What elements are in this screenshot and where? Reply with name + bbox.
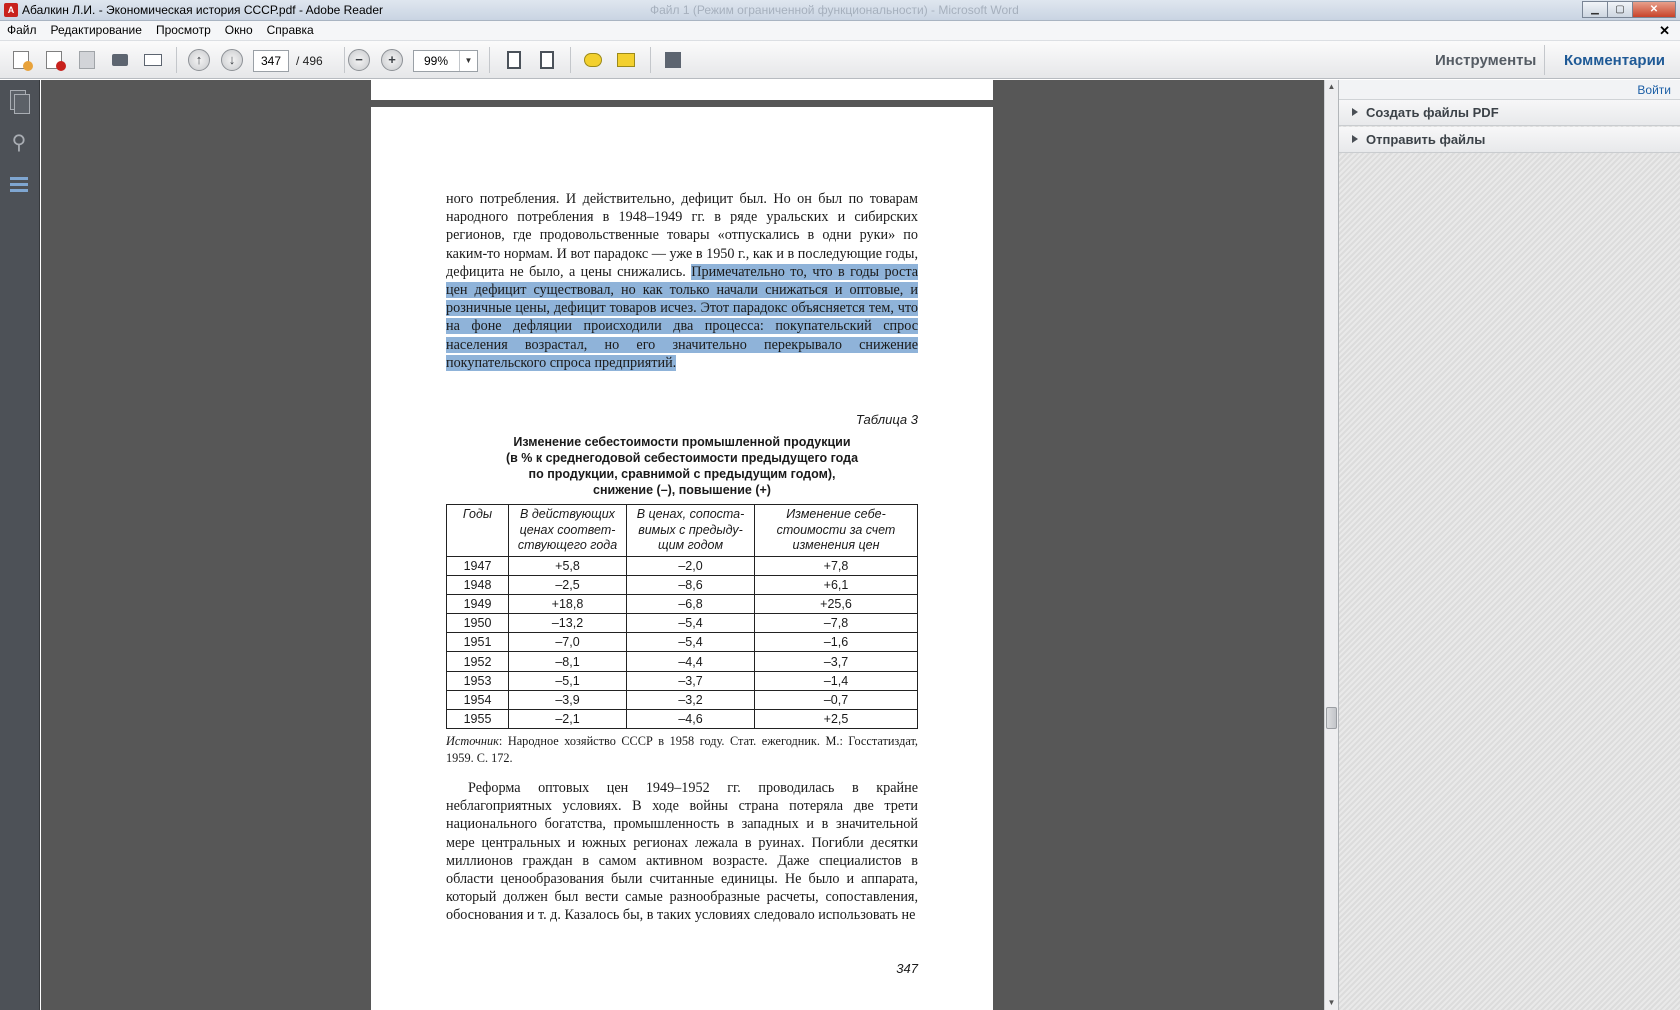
table-cell: +2,5 xyxy=(755,709,918,728)
toolbar-divider xyxy=(489,47,490,73)
table-cell: –3,7 xyxy=(627,671,755,690)
toolbar-divider xyxy=(570,47,571,73)
comment-bubble-icon xyxy=(584,53,602,67)
table-cell: –3,2 xyxy=(627,690,755,709)
close-window-button[interactable]: ✕ xyxy=(1632,1,1676,18)
fit-page-button[interactable] xyxy=(535,48,559,72)
table-title-line: Изменение себестоимости промышленной продукции xyxy=(513,435,851,449)
table-cell: +6,1 xyxy=(755,576,918,595)
table-cell: +18,8 xyxy=(509,595,627,614)
table-cell: –1,4 xyxy=(755,671,918,690)
table-cell: 1955 xyxy=(447,709,509,728)
minus-icon: − xyxy=(348,49,370,71)
open-pdf-icon xyxy=(46,51,62,69)
panel-header xyxy=(1339,80,1680,100)
menu-window[interactable]: Окно xyxy=(224,23,253,37)
arrow-down-icon: ↓ xyxy=(221,49,243,71)
previous-page-button[interactable] xyxy=(187,48,211,72)
table-cell: 1953 xyxy=(447,671,509,690)
table-cell: –4,6 xyxy=(627,709,755,728)
email-button[interactable] xyxy=(141,48,165,72)
scrolling-mode-button[interactable] xyxy=(502,48,526,72)
table-row xyxy=(447,671,918,690)
menu-bar xyxy=(0,21,1680,41)
table-row xyxy=(447,633,918,652)
table-row xyxy=(447,690,918,709)
zoom-out-button[interactable] xyxy=(347,48,371,72)
page-thumbnails-icon[interactable] xyxy=(8,88,30,114)
table-source-note xyxy=(446,733,918,766)
table-cell: 1947 xyxy=(447,557,509,576)
window-controls xyxy=(1583,1,1676,18)
table-cell: –5,4 xyxy=(627,633,755,652)
table-cell: 1948 xyxy=(447,576,509,595)
minimize-button[interactable]: ▁ xyxy=(1582,1,1608,18)
paragraph-1 xyxy=(446,190,918,372)
table-title xyxy=(446,434,918,498)
fit-page-icon xyxy=(540,51,554,69)
plus-icon: + xyxy=(381,49,403,71)
table-cell: 1949 xyxy=(447,595,509,614)
save-button[interactable] xyxy=(75,48,99,72)
pdf-page xyxy=(371,107,993,1010)
paragraph-2: Реформа оптовых цен 1949–1952 гг. проводилась в крайне неблагоприятных условиях. В ходе войны страна потеряла две трети национального богатства, промышленность в западных и в значительной мере центральных и южных регионах лежала в руинах. Погибли десятки миллионов граждан в самом активном возрасте. Даже специалистов в области ценообразования были считанные единицы. Не было и аппарата, который должен был вести самые разнообразные расчеты, сопоставления, обоснования и т. д. Казалось бы, в таких условиях следовало использовать не xyxy=(446,780,918,924)
close-document-icon[interactable]: ✕ xyxy=(1659,23,1670,38)
column-header-comparable-prices: В ценах, сопоста-вимых с предыду-щим годом xyxy=(627,505,755,557)
sign-in-link[interactable]: Войти xyxy=(1637,83,1671,97)
page-number-input[interactable]: 347 xyxy=(253,50,289,72)
table-title-line: (в % к среднегодовой себестоимости предыдущего года xyxy=(505,451,859,465)
open-file-button[interactable] xyxy=(42,48,66,72)
table-row xyxy=(447,595,918,614)
expand-triangle-icon xyxy=(1352,108,1358,116)
comments-panel-link[interactable]: Комментарии xyxy=(1564,52,1666,69)
table-cell: –8,6 xyxy=(627,576,755,595)
scroll-up-icon[interactable]: ▲ xyxy=(1327,82,1336,91)
bookmarks-icon[interactable] xyxy=(8,174,30,200)
zoom-in-button[interactable] xyxy=(380,48,404,72)
scroll-down-icon[interactable]: ▼ xyxy=(1327,998,1336,1007)
maximize-button[interactable]: ▢ xyxy=(1607,1,1633,18)
table-cell: –2,5 xyxy=(509,576,627,595)
adobe-reader-icon: A xyxy=(4,3,18,17)
table-cell: –4,4 xyxy=(627,652,755,671)
page-total: / 496 xyxy=(296,54,323,68)
save-icon xyxy=(79,51,95,69)
table-cell: –8,1 xyxy=(509,652,627,671)
table-cell: 1952 xyxy=(447,652,509,671)
highlighter-icon xyxy=(617,53,635,67)
table-cell: 1951 xyxy=(447,633,509,652)
toolbar-divider xyxy=(344,47,345,73)
table-header-row xyxy=(447,505,918,557)
previous-page-edge xyxy=(371,80,993,100)
selected-text[interactable]: Примечательно то, что в годы роста цен дефицит существовал, но как только начали снижаться и оптовые, и розничные цены, дефицит товаров исчез. Этот парадокс объясняется тем, что на фоне дефляции происходили два процесса: покупательский спрос населения возрастал, но его значительно перекрывало снижение покупательского спроса предприятий. xyxy=(446,263,918,371)
background-window-title: Файл 1 (Режим ограниченной функциональности) - Microsoft Word xyxy=(650,3,1019,17)
table-cell: +5,8 xyxy=(509,557,627,576)
sticky-note-button[interactable] xyxy=(581,48,605,72)
zoom-value: 99% xyxy=(423,54,449,68)
printer-icon xyxy=(112,54,128,66)
create-pdf-button[interactable] xyxy=(9,48,33,72)
table-cell: –7,8 xyxy=(755,614,918,633)
table-cell: 1954 xyxy=(447,690,509,709)
section-label: Создать файлы PDF xyxy=(1366,105,1499,120)
print-button[interactable] xyxy=(108,48,132,72)
table-cell: –3,9 xyxy=(509,690,627,709)
source-label: Источник xyxy=(446,734,499,748)
create-pdf-icon xyxy=(13,51,29,69)
menu-help[interactable]: Справка xyxy=(266,23,314,37)
table-cell: –5,4 xyxy=(627,614,755,633)
table-cell: 1950 xyxy=(447,614,509,633)
section-label: Отправить файлы xyxy=(1366,132,1486,147)
expand-triangle-icon xyxy=(1352,135,1358,143)
expand-icon xyxy=(665,52,681,68)
toolbar-divider xyxy=(650,47,651,73)
attachments-icon[interactable]: ⚲ xyxy=(11,132,27,154)
envelope-icon xyxy=(144,54,162,66)
table-label: Таблица 3 xyxy=(855,412,918,427)
toolbar xyxy=(0,41,1680,79)
table-title-line: снижение (–), повышение (+) xyxy=(593,483,771,497)
table-cell: +7,8 xyxy=(755,557,918,576)
tools-panel-link[interactable]: Инструменты xyxy=(1435,52,1537,69)
column-header-current-prices: В действующих ценах соответ-ствующего года xyxy=(509,505,627,557)
send-files-section[interactable] xyxy=(1339,127,1680,153)
table-row xyxy=(447,652,918,671)
table-cell: –2,1 xyxy=(509,709,627,728)
create-pdf-section[interactable] xyxy=(1339,100,1680,126)
column-header-years: Годы xyxy=(447,505,509,557)
scrollbar-thumb[interactable] xyxy=(1326,707,1337,729)
table-cell: +25,6 xyxy=(755,595,918,614)
fit-width-icon xyxy=(507,51,521,69)
menu-file[interactable]: Файл xyxy=(7,23,37,37)
toolbar-divider xyxy=(1544,45,1545,75)
table-cell: –0,7 xyxy=(755,690,918,709)
table-row xyxy=(447,576,918,595)
table-row xyxy=(447,614,918,633)
table-row xyxy=(447,557,918,576)
read-mode-button[interactable] xyxy=(661,48,685,72)
toolbar-divider xyxy=(176,47,177,73)
menu-view[interactable]: Просмотр xyxy=(155,23,211,37)
cost-change-table xyxy=(446,504,918,729)
column-header-price-change: Изменение себе-стоимости за счет изменения цен xyxy=(755,505,918,557)
title-bar xyxy=(0,0,1680,21)
table-cell: –6,8 xyxy=(627,595,755,614)
chevron-down-icon[interactable]: ▼ xyxy=(459,51,477,71)
table-cell: –3,7 xyxy=(755,652,918,671)
table-cell: –2,0 xyxy=(627,557,755,576)
menu-edit[interactable]: Редактирование xyxy=(50,23,142,37)
tasks-panel xyxy=(1338,80,1680,1010)
vertical-scrollbar[interactable] xyxy=(1324,80,1338,1010)
source-text: : Народное хозяйство СССР в 1958 году. Стат. ежегодник. М.: Госстатиздат, 1959. С. 172. xyxy=(446,734,918,765)
next-page-button[interactable] xyxy=(220,48,244,72)
navigation-pane xyxy=(0,80,40,1010)
table-title-line: по продукции, сравнимой с предыдущим годом), xyxy=(528,467,836,481)
highlight-text-button[interactable] xyxy=(614,48,638,72)
paragraph-1-text: ного потребления. И действительно, дефицит был. Но он был по товарам народного потребления в 1948–1949 гг. в ряде уральских и сибирских регионов, где продовольственные товары «отпускались в одни руки» по каким-то нормам. И вот парадокс — уже в 1950 г., как и в последующие годы, дефицита не было, а цены снижались. xyxy=(446,191,918,280)
arrow-up-icon: ↑ xyxy=(188,49,210,71)
table-cell: –7,0 xyxy=(509,633,627,652)
table-row xyxy=(447,709,918,728)
document-viewport[interactable] xyxy=(41,80,1324,1010)
table-cell: –5,1 xyxy=(509,671,627,690)
window-title: Абалкин Л.И. - Экономическая история СССР.pdf - Adobe Reader xyxy=(22,3,383,17)
zoom-select[interactable] xyxy=(413,50,478,72)
table-cell: –13,2 xyxy=(509,614,627,633)
page-number-footer: 347 xyxy=(896,961,918,976)
table-cell: –1,6 xyxy=(755,633,918,652)
